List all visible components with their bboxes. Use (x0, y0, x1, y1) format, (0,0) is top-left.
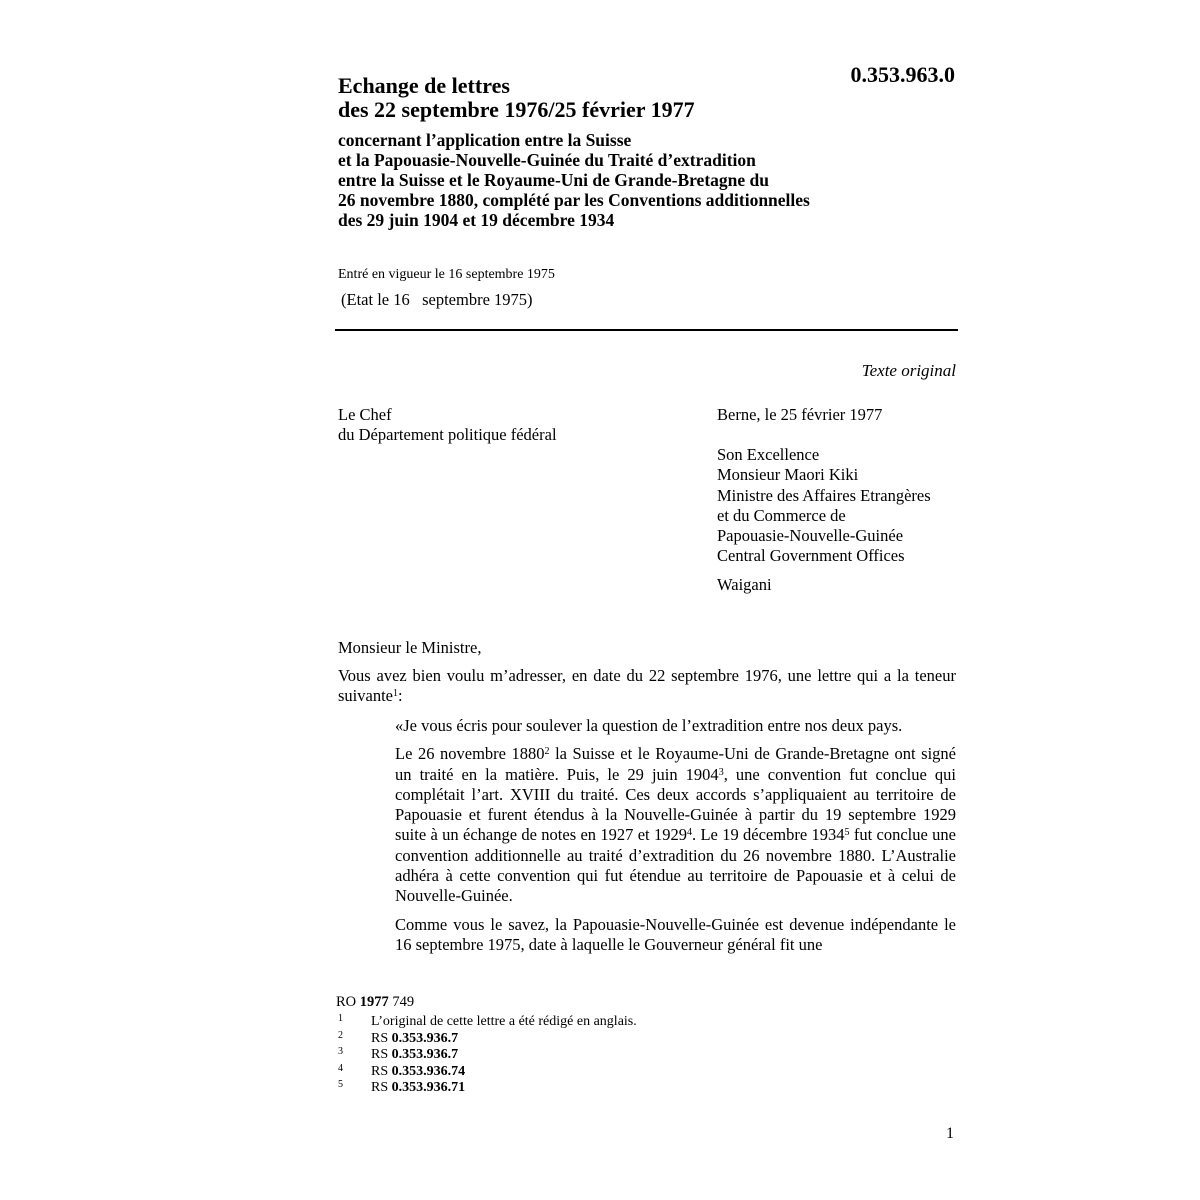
quoted-letter (395, 716, 956, 963)
recipient-line: Monsieur Maori Kiki (717, 465, 859, 485)
footnote-ref[interactable]: 4 (686, 827, 692, 839)
footnote-ref-number[interactable]: 0.353.936.74 (391, 1063, 466, 1079)
place-date: Berne, le 25 février 1977 (717, 405, 883, 424)
subtitle-line: entre la Suisse et le Royaume-Uni de Grande-Bretagne du (338, 170, 769, 190)
ro-prefix: RO (336, 994, 360, 1010)
recipient-line: Ministre des Affaires Etrangères (717, 485, 931, 505)
recipient-city: Waigani (717, 575, 772, 594)
ro-page: 749 (388, 994, 415, 1010)
quote-text: la Suisse et le Royaume-Uni de Grande-Bretagne ont signé un traité en la matière. Puis, le 29 juin 1904 (395, 744, 956, 784)
recipient-line: Central Government Offices (717, 546, 905, 566)
footnote-text (371, 1064, 465, 1081)
footnote-number: 4 (338, 1062, 343, 1074)
intro-text: Vous avez bien voulu m’adresser, en date du 22 septembre 1976, une lettre qui a la teneur suivante (338, 666, 956, 705)
quote-text: Le 26 novembre 1880 (395, 744, 545, 764)
subtitle-line: concernant l’application entre la Suisse (338, 130, 632, 150)
quote-paragraph-2 (395, 744, 956, 906)
footnote-number: 5 (338, 1079, 343, 1091)
footnote-prefix: RS (371, 1047, 392, 1063)
subtitle-line: 26 novembre 1880, complété par les Conventions additionnelles (338, 190, 810, 210)
footnote-ref[interactable]: 5 (844, 827, 850, 839)
quote-text: , une convention fut conclue qui complétait l’art. XVIII du traité. Ces deux accords s’appliquaient au territoire de Papouasie et furent étendus à la Nouvelle-Guinée à partir du 19 septembre 1929 suite à un échange de notes en 1927 et 1929 (395, 764, 956, 845)
ro-year: 1977 (359, 994, 389, 1010)
footnote-prefix: RS (371, 1030, 392, 1046)
sender-block (338, 405, 557, 445)
intro-paragraph (338, 666, 956, 706)
footnote-number: 1 (338, 1013, 343, 1024)
page-number: 1 (946, 1125, 954, 1142)
header-divider (335, 329, 958, 331)
footnote-ref[interactable]: 3 (718, 766, 724, 778)
sender-line: du Département politique fédéral (338, 425, 557, 444)
footnote-ref-number[interactable]: 0.353.936.7 (391, 1047, 459, 1063)
recipient-line: et du Commerce de (717, 505, 846, 525)
footnote-number: 2 (338, 1029, 343, 1041)
subtitle-line: et la Papouasie-Nouvelle-Guinée du Traité d’extradition (338, 150, 756, 170)
ro-reference (336, 994, 414, 1011)
footnote-prefix: L’original de cette lettre a été rédigé en anglais. (371, 1014, 637, 1029)
sender-line: Le Chef (338, 405, 392, 424)
quote-text: . Le 19 décembre 1934 (691, 825, 845, 845)
recipient-line: Son Excellence (717, 445, 820, 464)
title-line: des 22 septembre 1976/25 février 1977 (338, 97, 695, 122)
footnote-ref-number[interactable]: 0.353.936.71 (391, 1080, 466, 1096)
quote-paragraph-3: Comme vous le savez, la Papouasie-Nouvelle-Guinée est devenue indépendante le 16 septembre 1975, date à laquelle le Gouverneur général fit une (395, 914, 956, 954)
quote-paragraph-1: «Je vous écris pour soulever la question de l’extradition entre nos deux pays. (395, 716, 903, 735)
status-date: (Etat le 16 septembre 1975) (341, 290, 533, 309)
footnote-number: 3 (338, 1046, 343, 1058)
footnote-text (371, 1047, 458, 1064)
footnote-ref[interactable]: 2 (544, 746, 550, 758)
quote-text: fut conclue une convention additionnelle au traité d’extradition du 26 novembre 1880. L’Australie adhéra à cette convention qui fut étendue au territoire de Papouasie et à celui de Nouvelle-Guinée. (395, 825, 956, 906)
footnote-text (371, 1031, 458, 1048)
footnote-prefix: RS (371, 1063, 392, 1079)
title-line: Echange de lettres (338, 73, 510, 98)
recipient-block (717, 445, 931, 567)
recipient-line: Papouasie-Nouvelle-Guinée (717, 526, 904, 546)
footnote-text (371, 1014, 637, 1031)
original-text-note: Texte original (861, 361, 956, 380)
footnote-prefix: RS (371, 1080, 392, 1096)
salutation: Monsieur le Ministre, (338, 638, 482, 657)
footnote-ref[interactable]: 1 (393, 688, 398, 699)
document-subtitle (338, 130, 810, 230)
intro-end: : (398, 686, 403, 705)
footnote-ref-number[interactable]: 0.353.936.7 (391, 1030, 459, 1046)
footnote-text (371, 1080, 465, 1097)
sr-number: 0.353.963.0 (850, 62, 955, 87)
in-force-date: Entré en vigueur le 16 septembre 1975 (338, 267, 555, 282)
subtitle-line: des 29 juin 1904 et 19 décembre 1934 (338, 210, 615, 230)
document-title (338, 74, 695, 122)
